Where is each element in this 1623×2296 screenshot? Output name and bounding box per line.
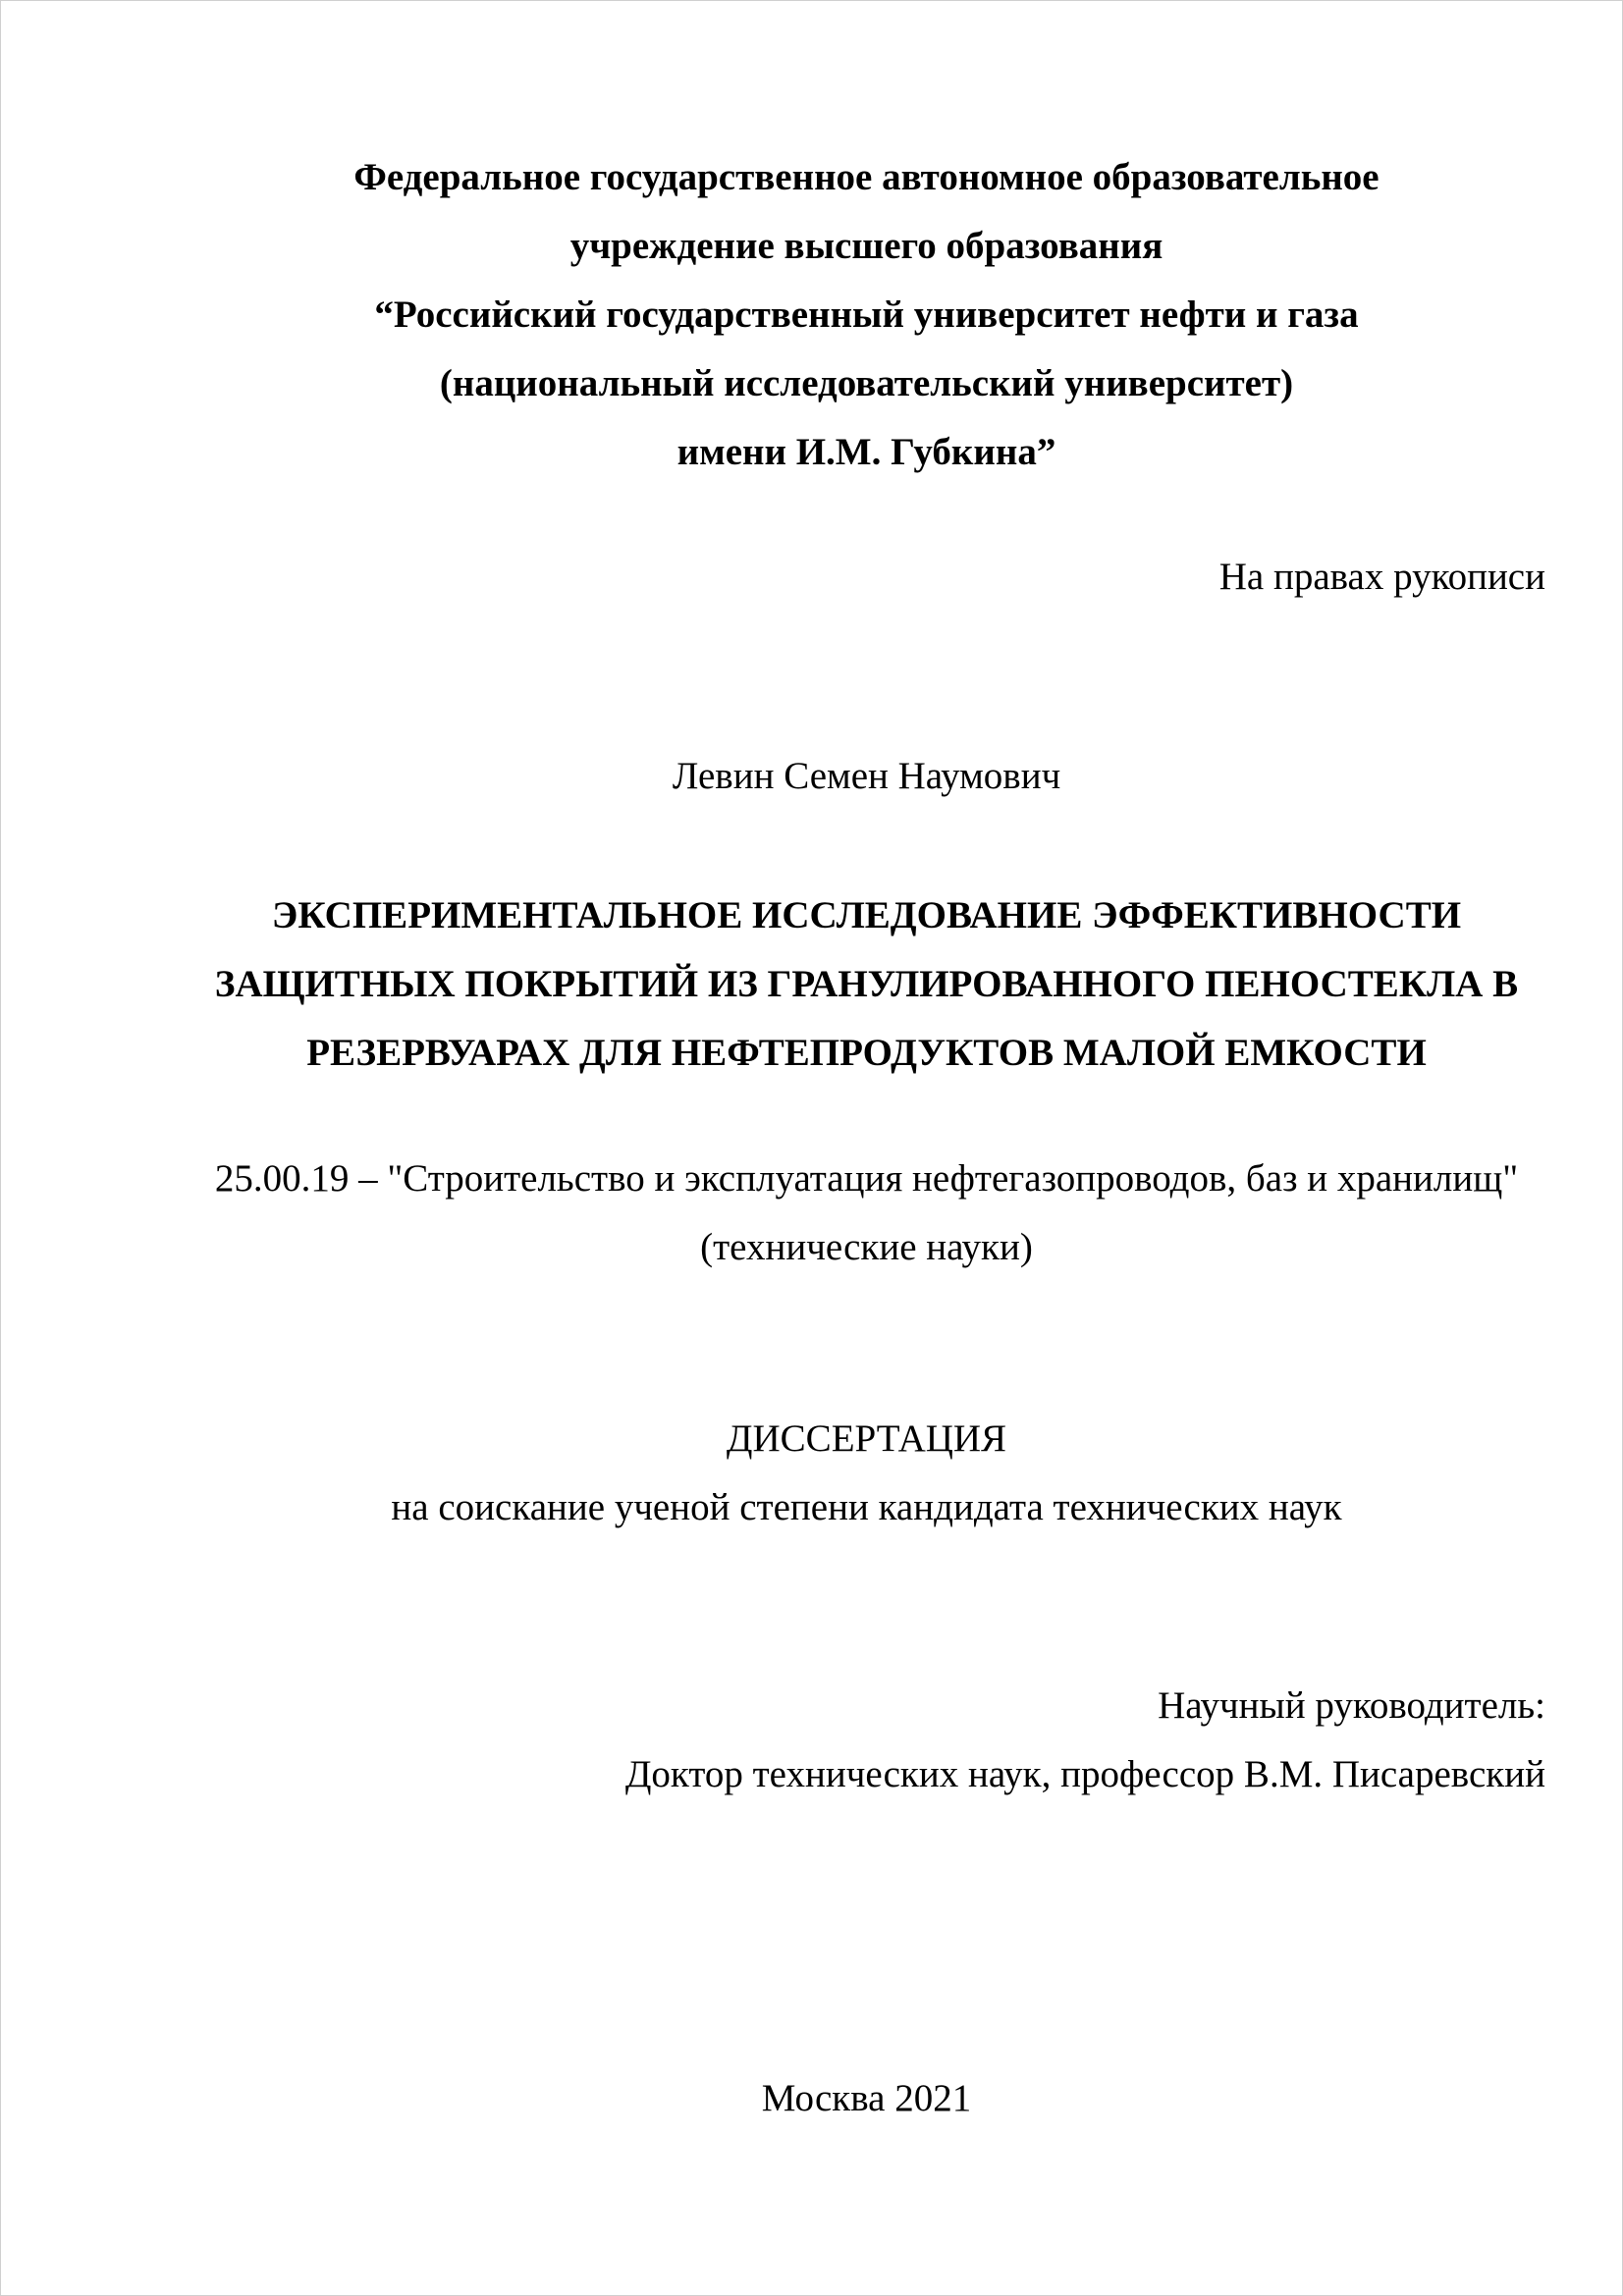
author-name-text: Левин Семен Наумович (672, 755, 1061, 797)
degree-line: на соискание ученой степени кандидата технических наук (391, 1486, 1342, 1528)
specialty-code-line: 25.00.19 – "Строительство и эксплуатация нефтегазопроводов, баз и хранилищ" (214, 1157, 1519, 1200)
university-header-line-5: имени И.М. Губкина” (676, 431, 1056, 473)
author-name (188, 742, 1545, 811)
dissertation-title-line-3: РЕЗЕРВУАРАХ ДЛЯ НЕФТЕПРОДУКТОВ МАЛОЙ ЕМКОСТИ (306, 1032, 1427, 1074)
manuscript-rights-note-text: На правах рукописи (1218, 556, 1545, 598)
manuscript-rights-note (188, 543, 1545, 612)
supervisor-name-line: Доктор технических наук, профессор В.М. Писаревский (624, 1753, 1545, 1795)
dissertation-title-line-2: ЗАЩИТНЫХ ПОКРЫТИЙ ИЗ ГРАНУЛИРОВАННОГО ПЕНОСТЕКЛА В (214, 963, 1519, 1005)
university-header (188, 143, 1545, 487)
city-year-footer (188, 2064, 1545, 2133)
university-header-line-4: (национальный исследовательский университет) (439, 362, 1294, 404)
specialty-block (188, 1145, 1545, 1282)
university-header-line-3: “Российский государственный университет нефти и газа (374, 294, 1359, 336)
supervisor-label: Научный руководитель: (1158, 1684, 1545, 1727)
city-year-text: Москва 2021 (761, 2077, 972, 2119)
dissertation-title (188, 881, 1545, 1088)
document-type-block (188, 1405, 1545, 1542)
supervisor-block (188, 1672, 1545, 1809)
dissertation-title-line-1: ЭКСПЕРИМЕНТАЛЬНОЕ ИССЛЕДОВАНИЕ ЭФФЕКТИВНОСТИ (271, 894, 1462, 936)
university-header-line-1: Федеральное государственное автономное образовательное (353, 156, 1380, 198)
document-type-label: ДИССЕРТАЦИЯ (726, 1417, 1007, 1460)
specialty-branch-line: (технические науки) (700, 1226, 1033, 1268)
university-header-line-2: учреждение высшего образования (569, 225, 1163, 267)
